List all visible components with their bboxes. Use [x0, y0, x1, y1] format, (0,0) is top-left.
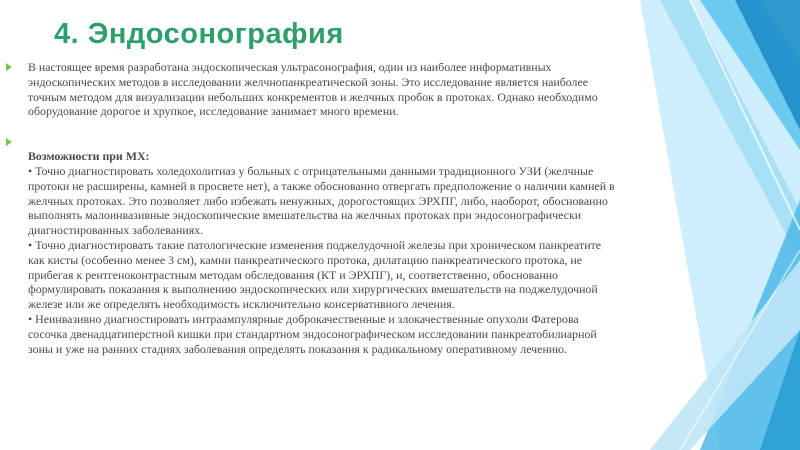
capability-point: • Неинвазивно диагностировать интраампулярные доброкачественные и злокачественные опухоли Фатерова сосочка двенадцатиперстной кишки при стандартном эндосонографическом исследовании панкреатобилиарной зоны и уже на ранних стадиях заболевания определять показания к радикальному оперативному лечению. — [28, 311, 597, 356]
capabilities-heading: Возможности при МХ: — [28, 149, 150, 164]
capability-point: • Точно диагностировать такие патологические изменения поджелудочной железы при хроническом панкреатите как кисты (особенно менее 3 см), камни панкреатического протока, дилатацию панкреатического протока, не прибегая к рентгеноконтрастным методам обследования (КТ и ЭРХПГ), и, соответственно, обоснованно формулировать показания к выполнению эндоскопических или хирургических вмешательств на поджелудочной железе или же определять необходимость исключительно консервативного лечения. — [28, 237, 602, 312]
bullet-arrow-icon — [6, 63, 12, 71]
slide-body — [28, 60, 618, 356]
bullet-arrow-icon — [6, 138, 12, 146]
bullet-intro — [28, 60, 618, 119]
capability-point: • Точно диагностировать холедохолитиаз у больных с отрицательными данными традиционного УЗИ (желчные протоки не расширены, камней в просвете нет), а также обоснованно отвергать предположение о наличии камней в желчных протоках. Это позволяет либо избежать ненужных, дорогостоящих ЭРХПГ, либо, наоборот, обоснованно выполнять малоинвазивные эндоскопические вмешательства на желчных протоках при эндосонографически диагностированных заболеваниях. — [28, 163, 615, 238]
bullet-capabilities — [28, 135, 618, 356]
slide-title: 4. Эндосонография — [54, 18, 344, 50]
intro-paragraph: В настоящее время разработана эндоскопическая ультрасонография, один из наиболее информативных эндоскопических методов в исследовании желчнопанкреатической зоны. Это исследование является наиболее точным методом для визуализации небольших конкрементов и желчных пробок в протоках. Однако необходимо оборудование дорогое и хрупкое, исследование занимает много времени. — [28, 60, 598, 119]
